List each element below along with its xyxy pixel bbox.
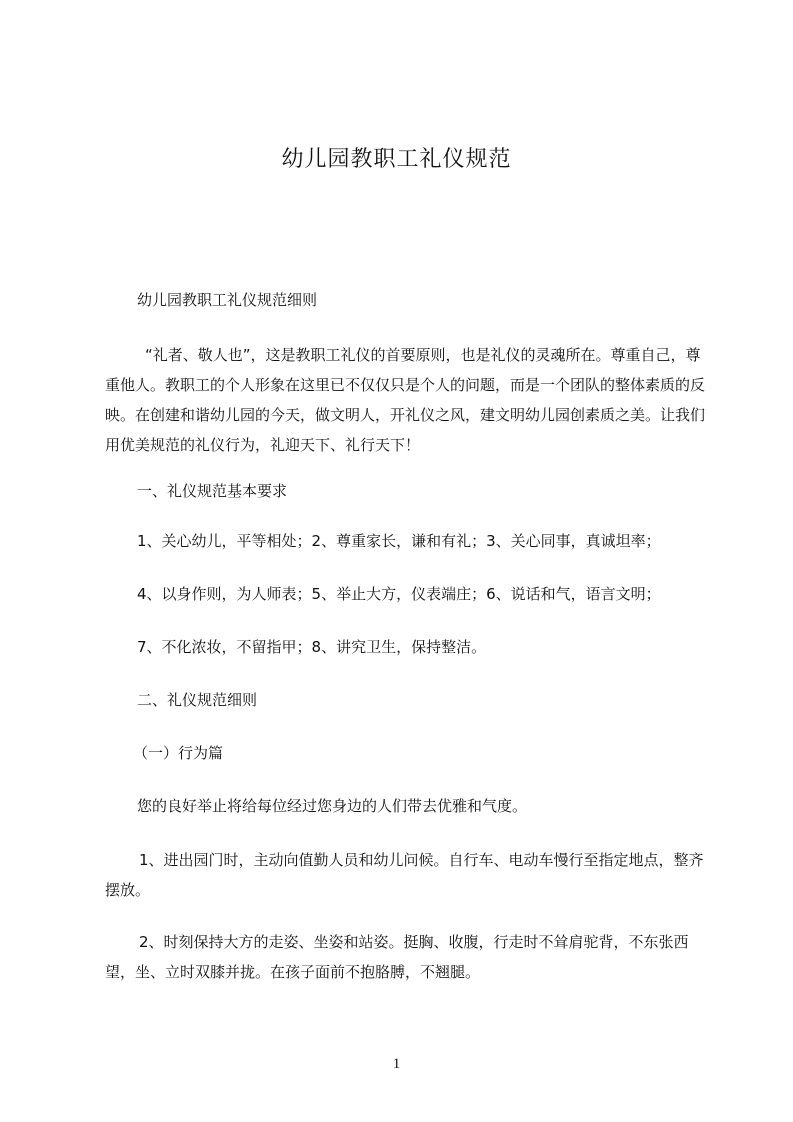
subsection-heading-behavior: （一）行为篇 — [133, 744, 224, 762]
intro-paragraph: “礼者、敬人也”，这是教职工礼仪的首要原则，也是礼仪的灵魂所在。尊重自己，尊重他人。教职工的个人形象在这里已不仅仅只是个人的问题，而是一个团队的整体素质的反映。在创建和谐幼儿园的今天，做文明人，开礼仪之风，建文明幼儿园创素质之美。让我们用优美规范的礼仪行为，礼迎天下、礼行天下！ — [105, 346, 706, 454]
behavior-item-1: 1、进出园门时，主动向值勤人员和幼儿问候。自行车、电动车慢行至指定地点，整齐摆放。 — [105, 851, 704, 899]
requirement-line: 4、以身作则，为人师表；5、举止大方，仪表端庄；6、说话和气，语言文明； — [137, 585, 661, 603]
behavior-intro: 您的良好举止将给每位经过您身边的人们带去优雅和气度。 — [137, 797, 528, 815]
document-title: 幼儿园教职工礼仪规范 — [281, 147, 512, 172]
section-heading-requirements: 一、礼仪规范基本要求 — [137, 482, 288, 500]
page-number: 1 — [392, 1056, 401, 1072]
section-heading-details: 二、礼仪规范细则 — [137, 691, 258, 709]
requirement-line: 1、关心幼儿，平等相处；2、尊重家长，谦和有礼；3、关心同事，真诚坦率； — [137, 532, 661, 550]
requirement-line: 7、不化浓妆，不留指甲；8、讲究卫生，保持整洁。 — [137, 638, 487, 656]
behavior-item-2: 2、时刻保持大方的走姿、坐姿和站姿。挺胸、收腹，行走时不耸肩驼背，不东张西望，坐、立时双膝并拢。在孩子面前不抱胳膊，不翘腿。 — [105, 933, 689, 981]
subtitle: 幼儿园教职工礼仪规范细则 — [137, 291, 318, 309]
